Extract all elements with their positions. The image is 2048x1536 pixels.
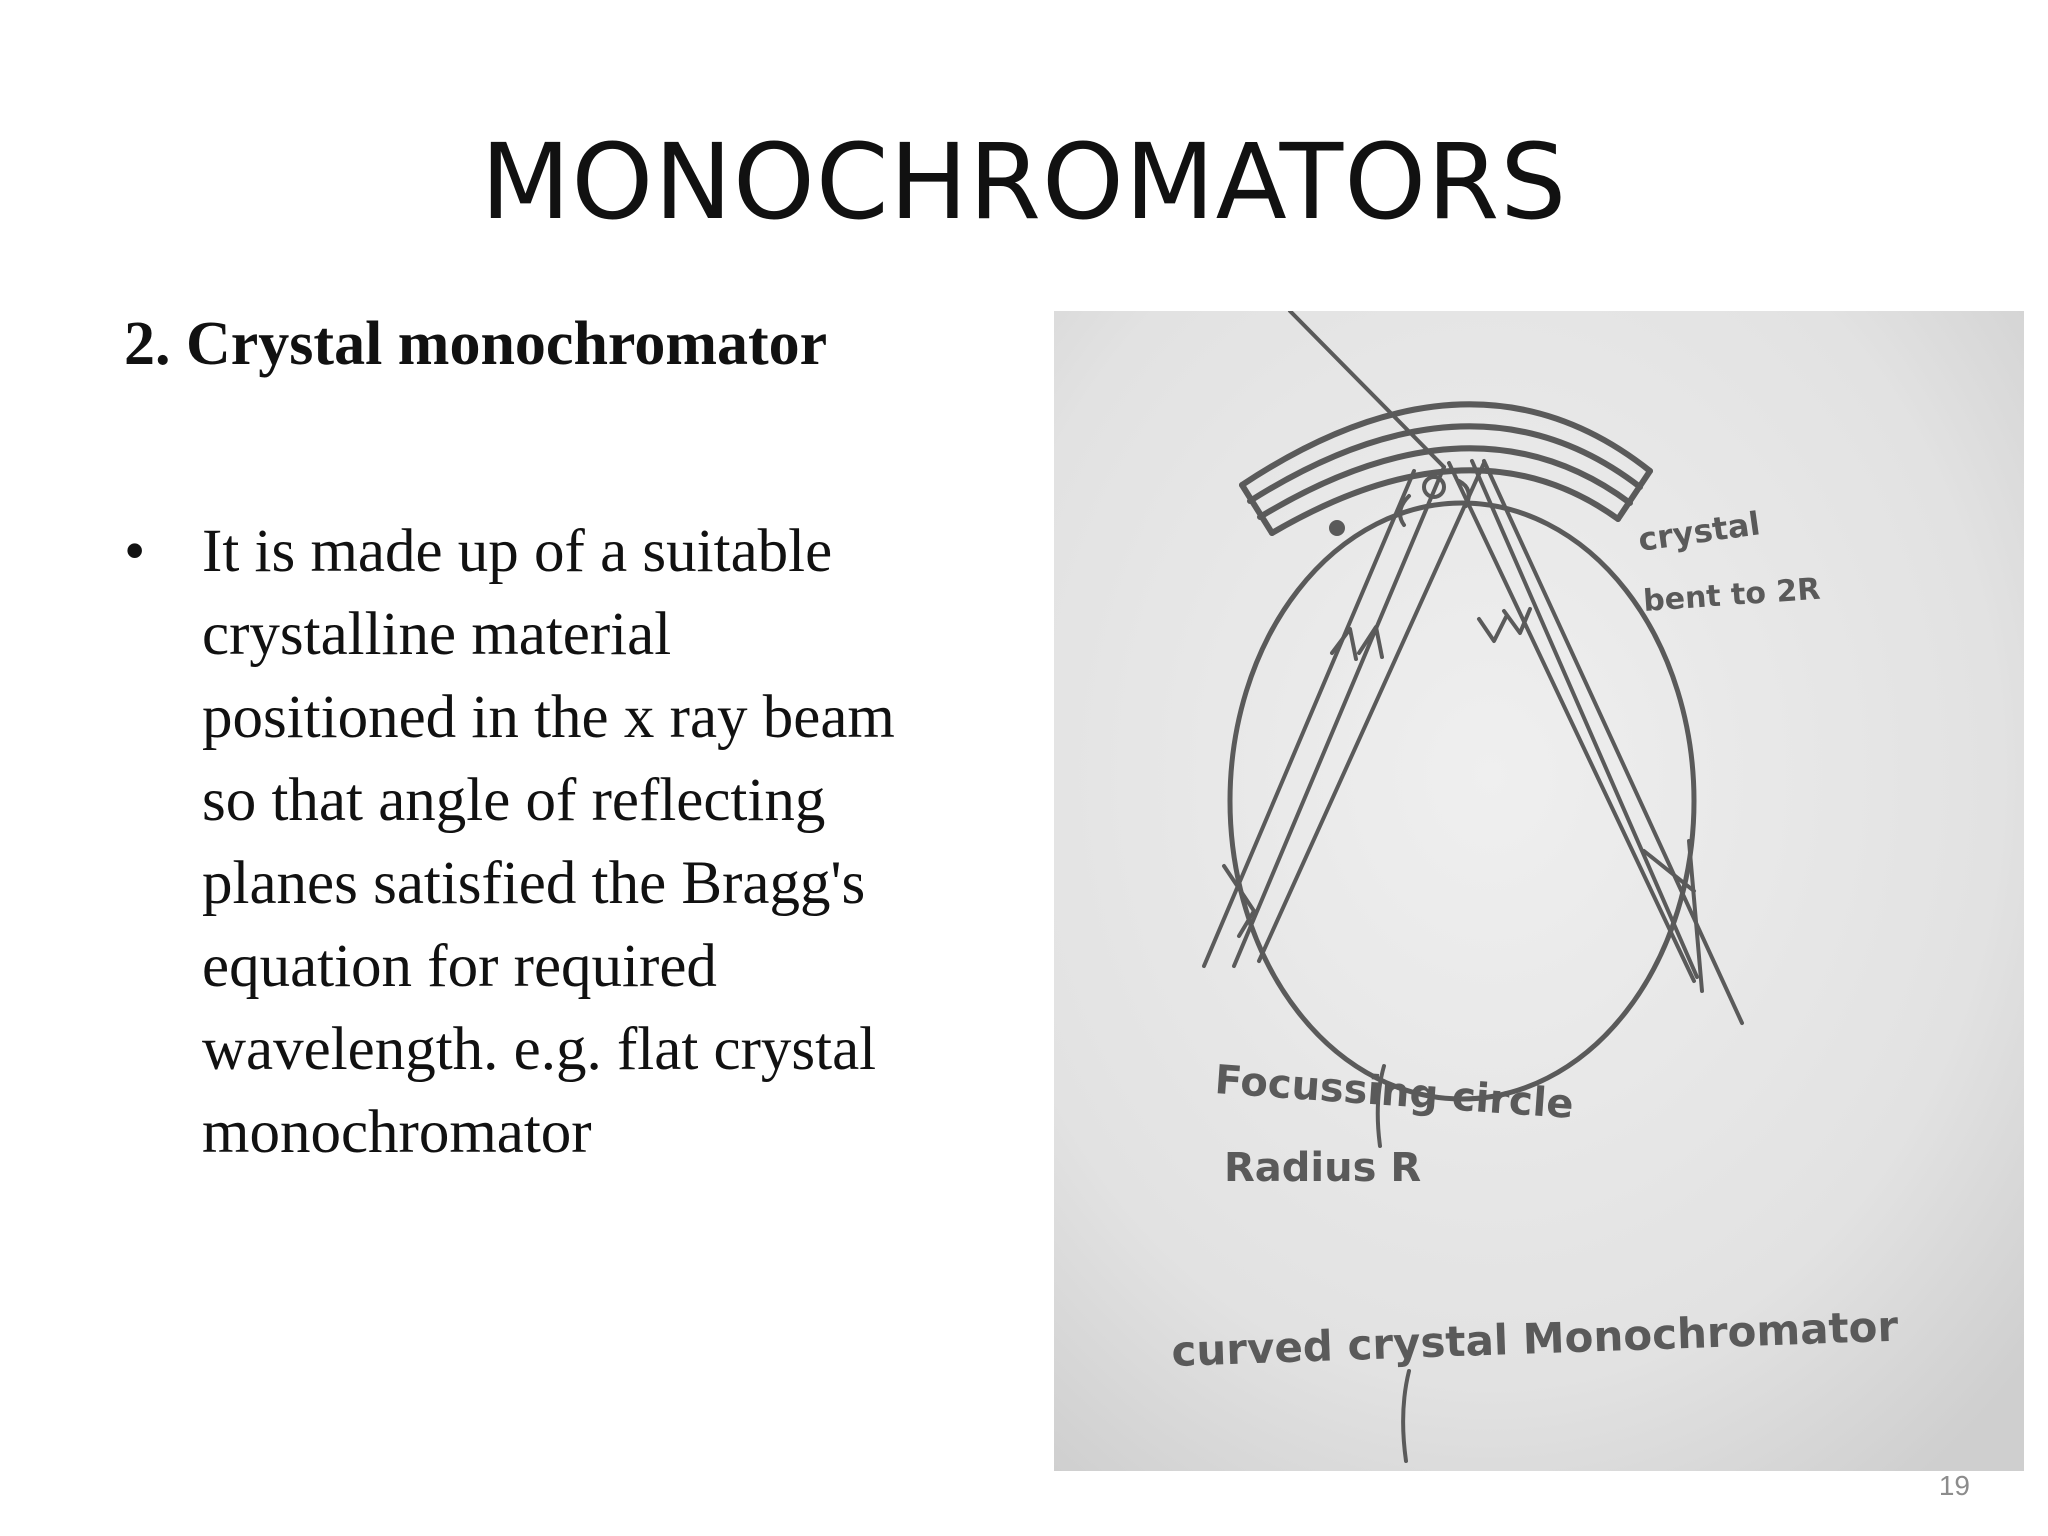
bullet-line: It is made up of a suitable [202,518,833,585]
bullet-line: crystalline material [202,601,672,668]
bullet-line: wavelength. e.g. flat crystal [202,1016,877,1083]
bullet-marker: • [124,518,146,585]
crystal-label-line2: bent to 2R [1642,571,1822,619]
bullet-line: positioned in the x ray beam [202,684,895,751]
paper-background [1054,311,2024,1471]
page-number: 19 [1938,1470,1970,1501]
bullet-line: monochromator [202,1099,592,1166]
section-heading: 2. Crystal monochromator [124,310,828,378]
bullet-line: planes satisfied the Bragg's [202,850,866,917]
focusing-circle-label: Focussing circle [1213,1057,1576,1129]
diagram-caption: curved crystal Monochromator [1170,1301,1899,1376]
radius-label: Radius R [1224,1145,1422,1191]
bullet-line: equation for required [202,933,717,1000]
slide-title: MONOCHROMATORS [480,121,1568,243]
curved-crystal-diagram [1054,311,2024,1471]
bullet-text [202,510,1002,1174]
crystal-label-line1: crystal [1635,504,1763,559]
bullet-line: so that angle of reflecting [202,767,826,834]
diagram-photo [1054,311,2024,1471]
